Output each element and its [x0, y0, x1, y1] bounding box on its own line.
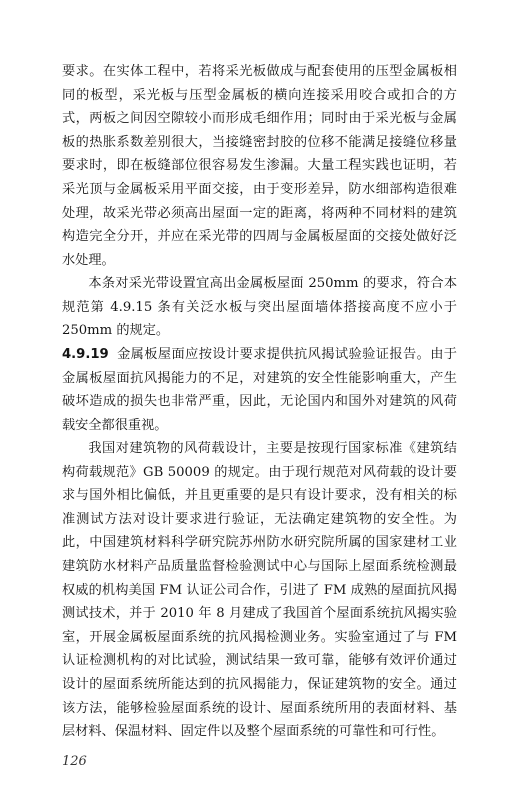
section-paragraph — [62, 343, 457, 437]
section-number: 4.9.19 — [62, 347, 109, 362]
paragraph-continued: 要求。在实体工程中，若将采光板做成与配套使用的压型金属板相同的板型，采光板与压型金属板的横向连接采用咬合或扣合的方式，两板之间因空隙较小而形成毛细作用；同时由于采光板与金属板的热胀系数差别很大，当接缝密封胶的位移不能满足接缝位移量要求时，即在板缝部位很容易发生渗漏。大量工程实践也证明，若采光顶与金属板采用平面交接，由于变形差异，防水细部构造很难处理，故采光带必须高出屋面一定的距离，将两种不同材料的建筑构造完全分开，并应在采光带的四周与金属板屋面的交接处做好泛水处理。 — [62, 64, 457, 268]
paragraph-indented: 本条对采光带设置宜高出金属板屋面 250mm 的要求，符合本规范第 4.9.15 条有关泛水板与突出屋面墙体搭接高度不应小于 250mm 的规定。 — [62, 276, 457, 339]
page-number: 126 — [62, 754, 87, 769]
paragraph-indented: 我国对建筑物的风荷载设计，主要是按现行国家标准《建筑结构荷载规范》GB 50009 的规定。由于现行规范对风荷载的设计要求与国外相比偏低，并且更重要的是只有设计要求，没有相关的标准测试方法对设计要求进行验证，无法确定建筑物的安全性。为此，中国建筑材料科学研究院苏州防水研究院所属的国家建材工业建筑防水材料产品质量监督检验测试中心与国际上屋面系统检测最权威的机构美国 FM 认证公司合作，引进了 FM 成熟的屋面抗风揭测试技术，并于 2010 年 8 月建成了我国首个屋面系统抗风揭实验室，开展金属板屋面系统的抗风揭检测业务。实验室通过了与 FM 认证检测机构的对比试验，测试结果一致可靠，能够有效评价通过设计的屋面系统所能达到的抗风揭能力，保证建筑物的安全。通过该方法，能够检验屋面系统的设计、屋面系统所用的表面材料、基层材料、保温材料、固定件以及整个屋面系统的可靠性和可行性。 — [62, 441, 457, 740]
section-text: 金属板屋面应按设计要求提供抗风揭试验验证报告。由于金属板屋面抗风揭能力的不足，对建筑的安全性能影响重大，产生破坏造成的损失也非常严重，因此，无论国内和国外对建筑的风荷载安全都很重视。 — [62, 347, 457, 433]
